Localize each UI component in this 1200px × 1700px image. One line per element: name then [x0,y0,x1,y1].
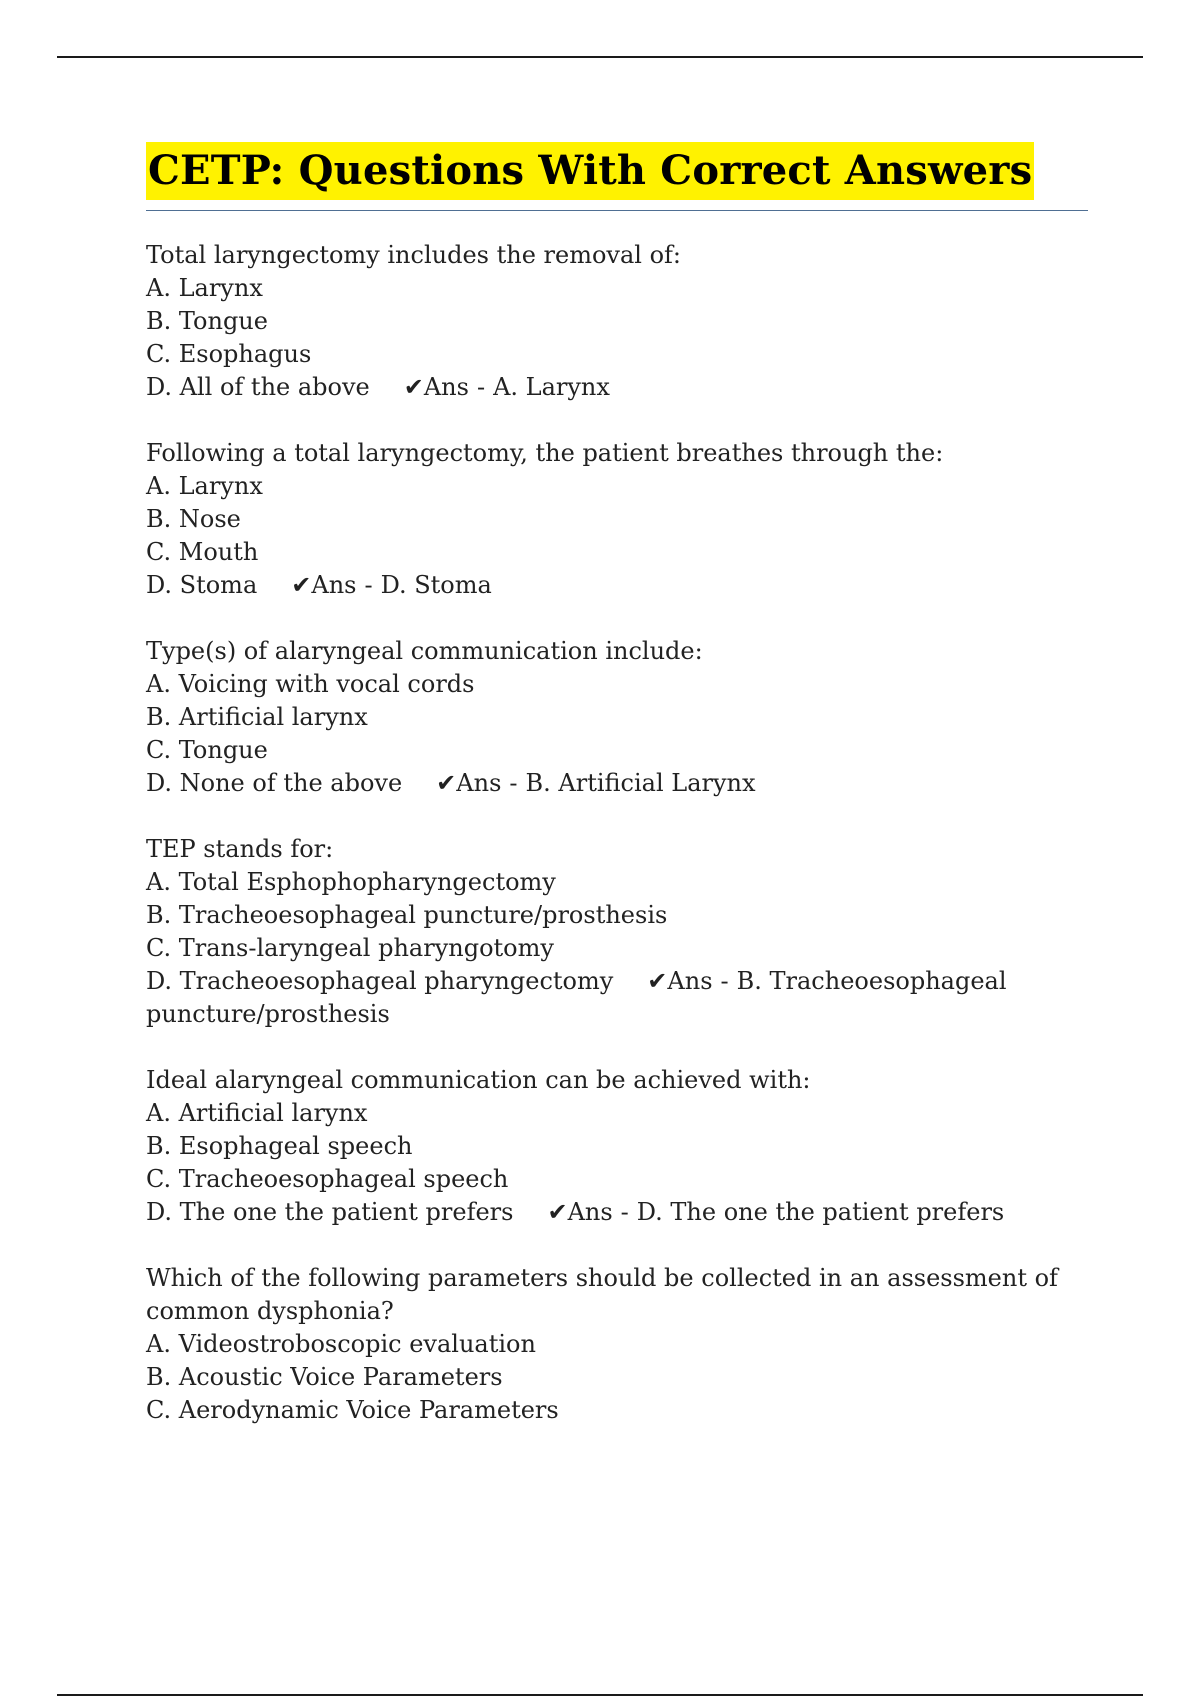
question-prompt: Ideal alaryngeal communication can be achieved with: [146,1066,811,1094]
question-4 [146,833,1086,1031]
option-d: D. None of the above [146,769,403,797]
correct-answer: B. Artificial Larynx [525,769,756,797]
answer-check-label: ✔Ans [403,373,469,401]
option-b: B. Tracheoesophageal puncture/prosthesis [146,901,668,929]
document-body [146,142,1086,1460]
option-d-with-answer [146,371,1086,404]
correct-answer: D. Stoma [380,571,492,599]
answer-separator: - [476,373,486,401]
question-5 [146,1064,1086,1229]
question-3 [146,635,1086,800]
question-prompt: Following a total laryngectomy, the patient breathes through the: [146,439,944,467]
question-6 [146,1262,1086,1427]
option-b: B. Esophageal speech [146,1132,413,1160]
correct-answer: B. Tracheoesophageal puncture/prosthesis [146,967,1007,1028]
option-a: A. Total Esphophopharyngectomy [146,868,556,896]
question-prompt: Total laryngectomy includes the removal of: [146,241,681,269]
answer-check-label: ✔Ans [547,1198,613,1226]
option-b: B. Nose [146,505,241,533]
option-d: D. Tracheoesophageal pharyngectomy [146,967,614,995]
option-c: C. Tracheoesophageal speech [146,1165,509,1193]
question-list [146,239,1086,1427]
top-rule [57,56,1143,58]
answer-separator: - [720,967,729,995]
answer-separator: - [364,571,373,599]
option-b: B. Acoustic Voice Parameters [146,1363,503,1391]
answer-separator: - [620,1198,629,1226]
option-d-with-answer [146,767,1086,800]
bottom-rule [57,1694,1143,1696]
option-a: A. Artificial larynx [146,1099,368,1127]
option-d-with-answer [146,965,1086,1031]
option-d-with-answer [146,1196,1086,1229]
question-prompt: TEP stands for: [146,835,334,863]
document-title: CETP: Questions With Correct Answers [146,142,1034,200]
option-c: C. Tongue [146,736,268,764]
question-prompt: Which of the following parameters should be collected in an assessment of common dysphonia? [146,1264,1058,1325]
answer-check-label: ✔Ans [436,769,502,797]
answer-separator: - [509,769,518,797]
option-c: C. Aerodynamic Voice Parameters [146,1396,559,1424]
option-a: A. Larynx [146,472,263,500]
option-d: D. The one the patient prefers [146,1198,514,1226]
question-1 [146,239,1086,404]
correct-answer: A. Larynx [493,373,610,401]
question-2 [146,437,1086,602]
option-a: A. Voicing with vocal cords [146,670,475,698]
option-b: B. Artificial larynx [146,703,368,731]
option-b: B. Tongue [146,307,268,335]
question-prompt: Type(s) of alaryngeal communication include: [146,637,703,665]
option-c: C. Mouth [146,538,259,566]
option-a: A. Larynx [146,274,263,302]
answer-check-label: ✔Ans [291,571,357,599]
correct-answer: D. The one the patient prefers [636,1198,1005,1226]
title-block [146,142,1088,211]
option-c: C. Trans-laryngeal pharyngotomy [146,934,554,962]
option-d: D. All of the above [146,373,370,401]
option-c: C. Esophagus [146,340,312,368]
option-d-with-answer [146,569,1086,602]
option-d: D. Stoma [146,571,258,599]
answer-check-label: ✔Ans [647,967,713,995]
option-a: A. Videostroboscopic evaluation [146,1330,536,1358]
